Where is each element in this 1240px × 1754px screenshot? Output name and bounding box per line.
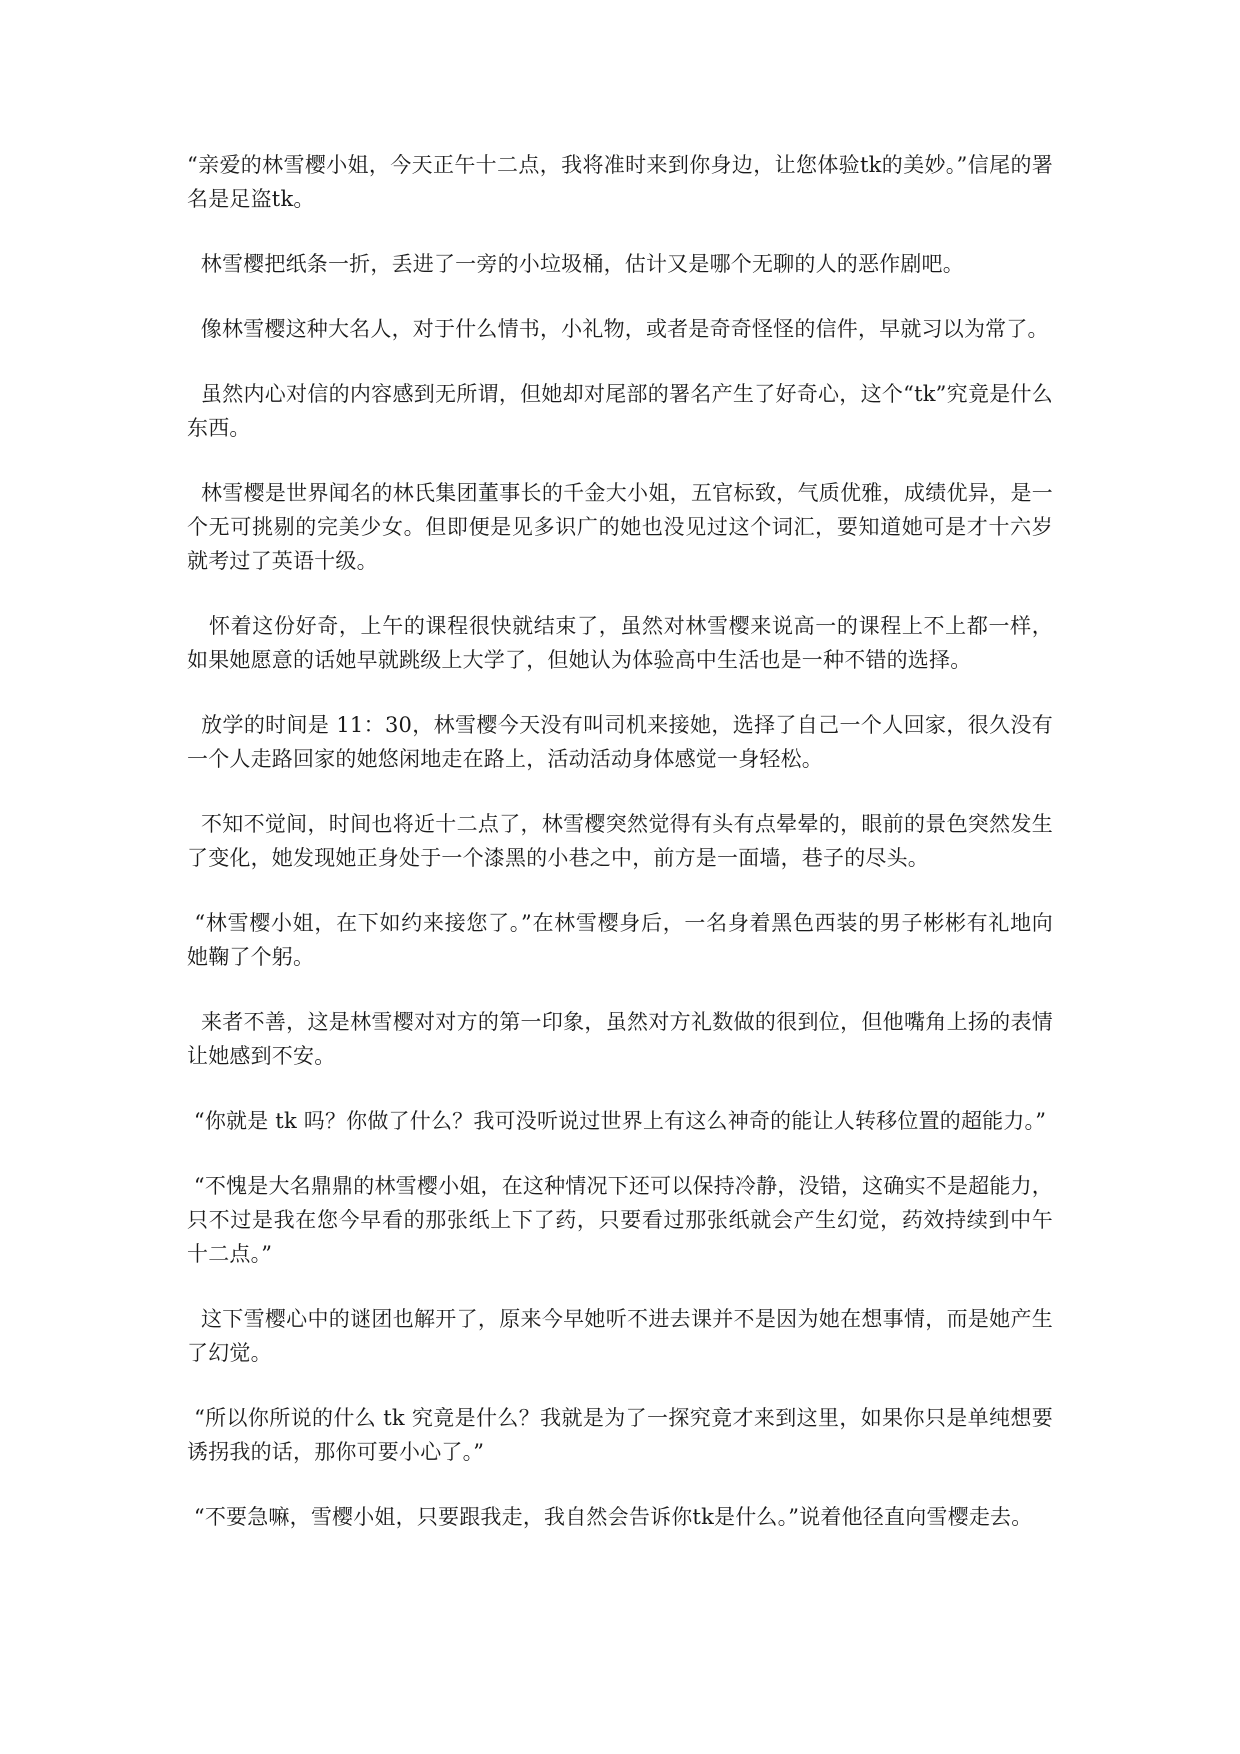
paragraph: 虽然内心对信的内容感到无所谓，但她却对尾部的署名产生了好奇心，这个“tk”究竟是什么东西。 bbox=[187, 382, 1053, 440]
paragraph: “你就是 tk 吗？你做了什么？我可没听说过世界上有这么神奇的能让人转移位置的超能力。” bbox=[187, 1109, 1047, 1133]
paragraph: 林雪樱把纸条一折，丢进了一旁的小垃圾桶，估计又是哪个无聊的人的恶作剧吧。 bbox=[187, 252, 964, 276]
paragraph: “不愧是大名鼎鼎的林雪樱小姐，在这种情况下还可以保持冷静，没错，这确实不是超能力，只不过是我在您今早看的那张纸上下了药，只要看过那张纸就会产生幻觉，药效持续到中午十二点。” bbox=[187, 1174, 1053, 1266]
document-body bbox=[187, 148, 1053, 1565]
paragraph: 林雪樱是世界闻名的林氏集团董事长的千金大小姐，五官标致，气质优雅，成绩优异，是一个无可挑剔的完美少女。但即便是见多识广的她也没见过这个词汇，要知道她可是才十六岁就考过了英语十级。 bbox=[187, 481, 1053, 573]
paragraph: 放学的时间是 11：30，林雪樱今天没有叫司机来接她，选择了自己一个人回家，很久没有一个人走路回家的她悠闲地走在路上，活动活动身体感觉一身轻松。 bbox=[187, 713, 1053, 771]
paragraph: 像林雪樱这种大名人，对于什么情书，小礼物，或者是奇奇怪怪的信件，早就习以为常了。 bbox=[187, 317, 1049, 341]
paragraph: “亲爱的林雪樱小姐，今天正午十二点，我将准时来到你身边，让您体验tk的美妙。”信尾的署名是足盗tk。 bbox=[187, 153, 1053, 211]
paragraph: “所以你所说的什么 tk 究竟是什么？我就是为了一探究竟才来到这里，如果你只是单纯想要诱拐我的话，那你可要小心了。” bbox=[187, 1406, 1053, 1464]
paragraph: 来者不善，这是林雪樱对对方的第一印象，虽然对方礼数做的很到位，但他嘴角上扬的表情让她感到不安。 bbox=[187, 1010, 1053, 1068]
paragraph: “不要急嘛，雪樱小姐，只要跟我走，我自然会告诉你tk是什么。”说着他径直向雪樱走去。 bbox=[187, 1505, 1033, 1529]
paragraph: 怀着这份好奇，上午的课程很快就结束了，虽然对林雪樱来说高一的课程上不上都一样，如果她愿意的话她早就跳级上大学了，但她认为体验高中生活也是一种不错的选择。 bbox=[187, 614, 1053, 672]
paragraph: 不知不觉间，时间也将近十二点了，林雪樱突然觉得有头有点晕晕的，眼前的景色突然发生了变化，她发现她正身处于一个漆黑的小巷之中，前方是一面墙，巷子的尽头。 bbox=[187, 812, 1053, 870]
paragraph: 这下雪樱心中的谜团也解开了，原来今早她听不进去课并不是因为她在想事情，而是她产生了幻觉。 bbox=[187, 1307, 1053, 1365]
paragraph: “林雪樱小姐，在下如约来接您了。”在林雪樱身后，一名身着黑色西装的男子彬彬有礼地向她鞠了个躬。 bbox=[187, 911, 1053, 969]
